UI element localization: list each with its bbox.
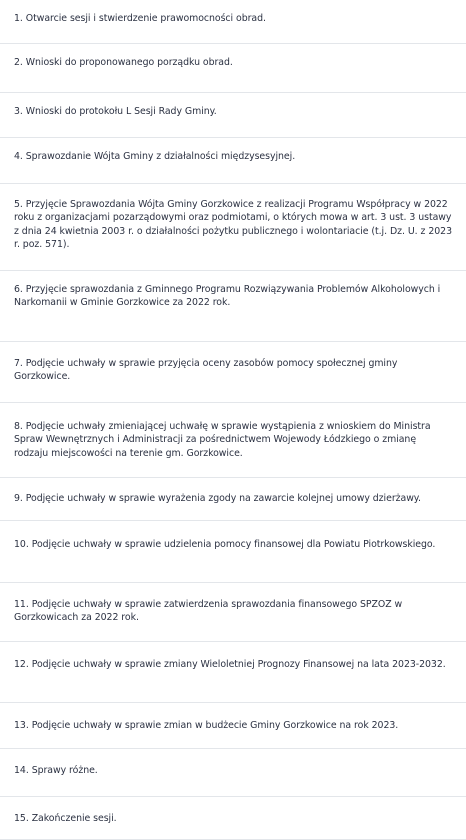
agenda-item-4[interactable] <box>0 138 466 184</box>
agenda-item-label: 2. Wnioski do proponowanego porządku obrad. <box>14 57 233 68</box>
agenda-item-10[interactable] <box>0 521 466 583</box>
agenda-item-15[interactable] <box>0 797 466 840</box>
agenda-item-12[interactable] <box>0 642 466 703</box>
agenda-item-label: 4. Sprawozdanie Wójta Gminy z działalności międzysesyjnej. <box>14 151 296 162</box>
agenda-item-label: 5. Przyjęcie Sprawozdania Wójta Gminy Gorzkowice z realizacji Programu Współpracy w 2022 roku z organizacjami pozarządowymi oraz podmiotami, o których mowa w art. 3 ust. 3 ustawy z dnia 24 kwietnia 2003 r. o działalności pożytku publicznego i wolontariacie (t.j. Dz. U. z 2023 r. poz. 571). <box>14 199 453 251</box>
agenda-item-2[interactable] <box>0 44 466 93</box>
agenda-item-label: 11. Podjęcie uchwały w sprawie zatwierdzenia sprawozdania finansowego SPZOZ w Gorzkowicach za 2022 rok. <box>14 599 403 624</box>
agenda-item-9[interactable] <box>0 478 466 521</box>
agenda-item-14[interactable] <box>0 749 466 797</box>
agenda-item-8[interactable] <box>0 403 466 478</box>
agenda-item-6[interactable] <box>0 271 466 342</box>
agenda-item-7[interactable] <box>0 342 466 403</box>
agenda-item-label: 10. Podjęcie uchwały w sprawie udzielenia pomocy finansowej dla Powiatu Piotrkowskiego. <box>14 539 436 550</box>
agenda-item-label: 12. Podjęcie uchwały w sprawie zmiany Wieloletniej Prognozy Finansowej na lata 2023-2032. <box>14 659 446 670</box>
agenda-item-label: 13. Podjęcie uchwały w sprawie zmian w budżecie Gminy Gorzkowice na rok 2023. <box>14 720 399 731</box>
agenda-item-label: 1. Otwarcie sesji i stwierdzenie prawomocności obrad. <box>14 13 266 24</box>
agenda-item-label: 7. Podjęcie uchwały w sprawie przyjęcia oceny zasobów pomocy społecznej gminy Gorzkowice. <box>14 358 398 383</box>
agenda-item-label: 9. Podjęcie uchwały w sprawie wyrażenia zgody na zawarcie kolejnej umowy dzierżawy. <box>14 493 421 504</box>
agenda-item-label: 14. Sprawy różne. <box>14 765 98 776</box>
agenda-item-1[interactable] <box>0 0 466 44</box>
agenda-item-11[interactable] <box>0 583 466 642</box>
agenda-item-label: 3. Wnioski do protokołu L Sesji Rady Gminy. <box>14 106 217 117</box>
agenda-item-5[interactable] <box>0 184 466 271</box>
agenda-item-3[interactable] <box>0 93 466 138</box>
agenda-item-label: 15. Zakończenie sesji. <box>14 813 117 824</box>
agenda-item-13[interactable] <box>0 703 466 749</box>
agenda-item-label: 8. Podjęcie uchwały zmieniającej uchwałę w sprawie wystąpienia z wnioskiem do Ministra Spraw Wewnętrznych i Administracji za pośrednictwem Wojewody Łódzkiego o zmianę rodzaju miejscowości na terenie gm. Gorzkowice. <box>14 421 431 459</box>
agenda-item-label: 6. Przyjęcie sprawozdania z Gminnego Programu Rozwiązywania Problemów Alkoholowych i Narkomanii w Gminie Gorzkowice za 2022 rok. <box>14 284 441 309</box>
